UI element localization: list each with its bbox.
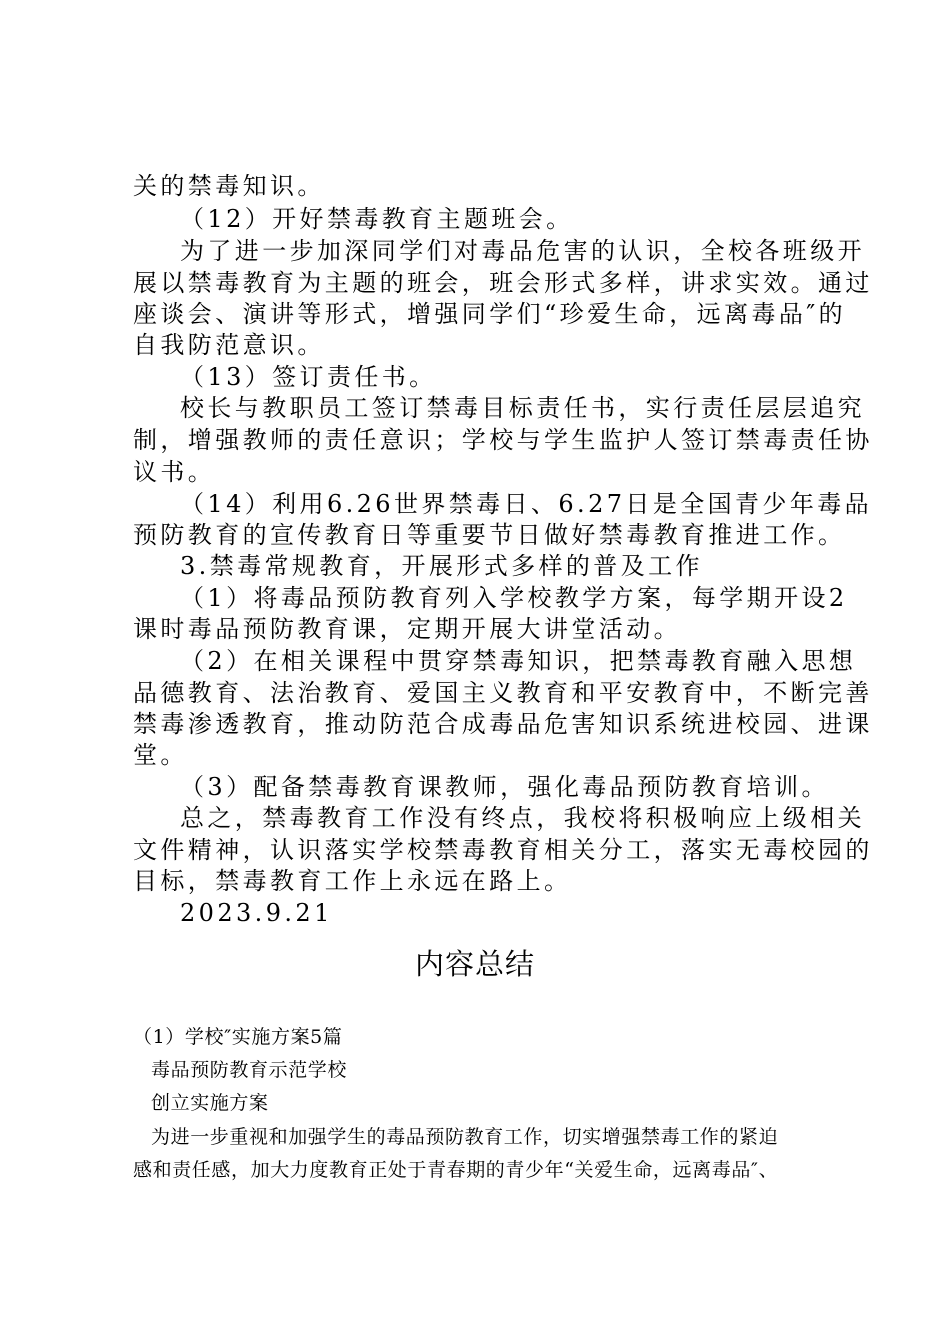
section-heading: （3）配备禁毒教育课教师，强化毒品预防教育培训。: [180, 773, 829, 801]
summary-line: 毒品预防教育示范学校: [151, 1059, 348, 1081]
paragraph-line: 禁毒渗透教育，推动防范合成毒品危害知识系统进校园、进课: [133, 710, 873, 738]
summary-title: 内容总结: [414, 947, 535, 981]
paragraph-line: 品德教育、法治教育、爱国主义教育和平安教育中，不断完善: [133, 679, 873, 707]
paragraph-line: 座谈会、演讲等形式，增强同学们“珍爱生命，远离毒品″的: [133, 300, 847, 328]
paragraph-line: 议书。: [133, 458, 216, 486]
document-date: 2023.9.21: [180, 899, 333, 927]
paragraph-line: 为了进一步加深同学们对毒品危害的认识，全校各班级开: [180, 237, 865, 265]
summary-line: （1）学校″实施方案5篇: [133, 1026, 343, 1048]
paragraph-line: 目标，禁毒教育工作上永远在路上。: [133, 867, 572, 895]
section-heading: 3.禁毒常规教育，开展形式多样的普及工作: [180, 552, 703, 580]
paragraph-line: 文件精神，认识落实学校禁毒教育相关分工，落实无毒校园的: [133, 836, 873, 864]
summary-line: 创立实施方案: [151, 1092, 269, 1114]
paragraph-line: 预防教育的宣传教育日等重要节日做好禁毒教育推进工作。: [133, 521, 846, 549]
paragraph-line: 展以禁毒教育为主题的班会，班会形式多样，讲求实效。通过: [133, 269, 873, 297]
section-heading: （1）将毒品预防教育列入学校教学方案，每学期开设2: [180, 584, 848, 612]
paragraph-line: 总之，禁毒教育工作没有终点，我校将积极响应上级相关: [180, 804, 865, 832]
paragraph-line: 自我防范意识。: [133, 331, 325, 359]
summary-line: 感和责任感，加大力度教育正处于青春期的青少年“关爱生命，远离毒品″、: [133, 1159, 779, 1181]
paragraph-line: 堂。: [133, 741, 188, 769]
summary-line: 为进一步重视和加强学生的毒品预防教育工作，切实增强禁毒工作的紧迫: [151, 1126, 779, 1148]
section-heading: （14）利用6.26世界禁毒日、6.27日是全国青少年毒品: [180, 490, 873, 518]
section-heading: （12）开好禁毒教育主题班会。: [180, 205, 574, 233]
section-heading: （2）在相关课程中贯穿禁毒知识，把禁毒教育融入思想: [180, 647, 857, 675]
paragraph-line: 校长与教职员工签订禁毒目标责任书，实行责任层层追究: [180, 394, 865, 422]
paragraph-line: 课时毒品预防教育课，定期开展大讲堂活动。: [133, 615, 681, 643]
paragraph-line: 制，增强教师的责任意识；学校与学生监护人签订禁毒责任协: [133, 426, 873, 454]
section-heading: （13）签订责任书。: [180, 363, 437, 391]
paragraph-line: 关的禁毒知识。: [133, 172, 325, 200]
